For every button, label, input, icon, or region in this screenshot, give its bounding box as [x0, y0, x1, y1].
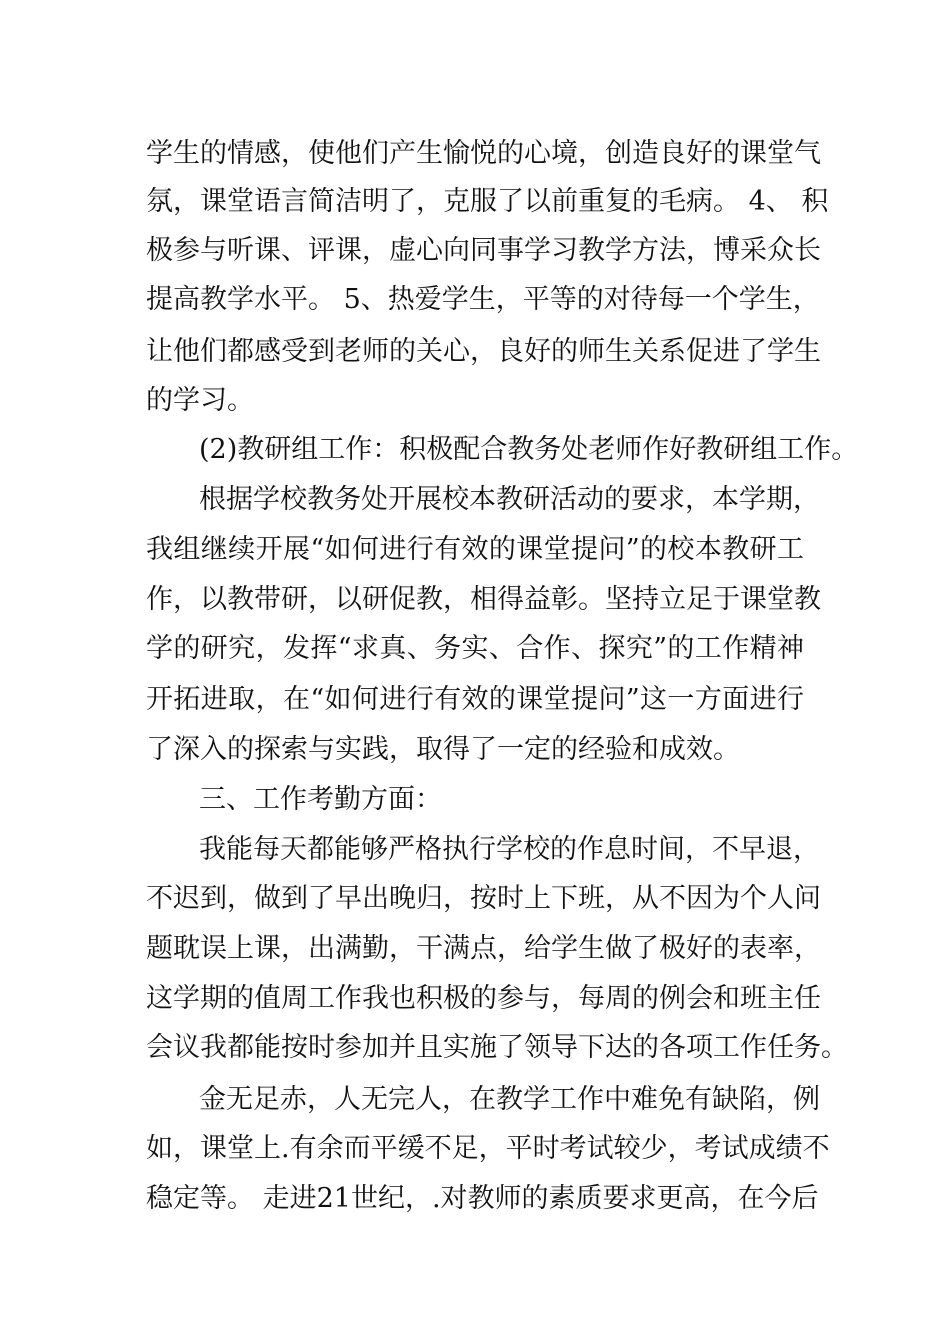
text-line — [0, 572, 950, 628]
line-text: 如，课堂上.有余而平缓不足，平时考试较少，考试成绩不 — [146, 1133, 830, 1164]
text-line — [0, 921, 950, 977]
line-text: 让他们都感受到老师的关心，良好的师生关系促进了学生 — [146, 336, 821, 367]
section-heading — [0, 772, 950, 828]
line-text: 我能每天都能够严格执行学校的作息时间，不早退， — [199, 834, 820, 865]
line-text: 极参与听课、评课，虚心向同事学习教学方法，博采众长 — [146, 235, 821, 266]
line-text: (2)教研组工作：积极配合教务处老师作好教研组工作。 — [199, 434, 859, 465]
text-line — [0, 621, 950, 677]
line-text: 三、工作考勤方面： — [199, 784, 442, 815]
text-line — [0, 272, 950, 328]
line-text: 氛，课堂语言简洁明了，克服了以前重复的毛病。 4、 积 — [146, 186, 829, 217]
line-text: 学生的情感，使他们产生愉悦的心境，创造良好的课堂气 — [146, 138, 821, 169]
text-line — [0, 223, 950, 279]
line-text: 金无足赤，人无完人，在教学工作中难免有缺陷，例 — [199, 1084, 820, 1115]
text-line — [0, 1072, 950, 1128]
line-text: 根据学校教务处开展校本教研活动的要求，本学期， — [199, 484, 820, 515]
text-line — [0, 672, 950, 728]
line-text: 题耽误上课，出满勤，干满点，给学生做了极好的表率， — [146, 933, 821, 964]
text-line — [0, 422, 950, 478]
line-text: 学的研究，发挥“求真、务实、合作、探究”的工作精神 — [146, 633, 804, 664]
line-text: 的学习。 — [146, 385, 254, 416]
line-text: 不迟到，做到了早出晚归，按时上下班，从不因为个人问 — [146, 883, 821, 914]
text-line — [0, 472, 950, 528]
line-text: 稳定等。 走进21世纪，.对教师的素质要求更高，在今后 — [146, 1183, 819, 1214]
text-line — [0, 822, 950, 878]
line-text: 了深入的探索与实践，取得了一定的经验和成效。 — [146, 734, 740, 765]
text-line — [0, 871, 950, 927]
text-line — [0, 1020, 950, 1076]
line-text: 会议我都能按时参加并且实施了领导下达的各项工作任务。 — [146, 1032, 848, 1063]
text-line — [0, 373, 950, 429]
text-line — [0, 971, 950, 1027]
line-text: 作，以教带研，以研促教，相得益彰。坚持立足于课堂教 — [146, 584, 821, 615]
line-text: 开拓进取，在“如何进行有效的课堂提问”这一方面进行 — [146, 684, 804, 715]
line-text: 这学期的值周工作我也积极的参与，每周的例会和班主任 — [146, 983, 821, 1014]
line-text: 提高教学水平。 5、热爱学生，平等的对待每一个学生， — [146, 284, 820, 315]
text-line — [0, 324, 950, 380]
text-line — [0, 174, 950, 230]
line-text: 我组继续开展“如何进行有效的课堂提问”的校本教研工 — [146, 534, 804, 565]
text-line — [0, 522, 950, 578]
text-line — [0, 1121, 950, 1177]
text-line — [0, 1171, 950, 1227]
text-line — [0, 722, 950, 778]
